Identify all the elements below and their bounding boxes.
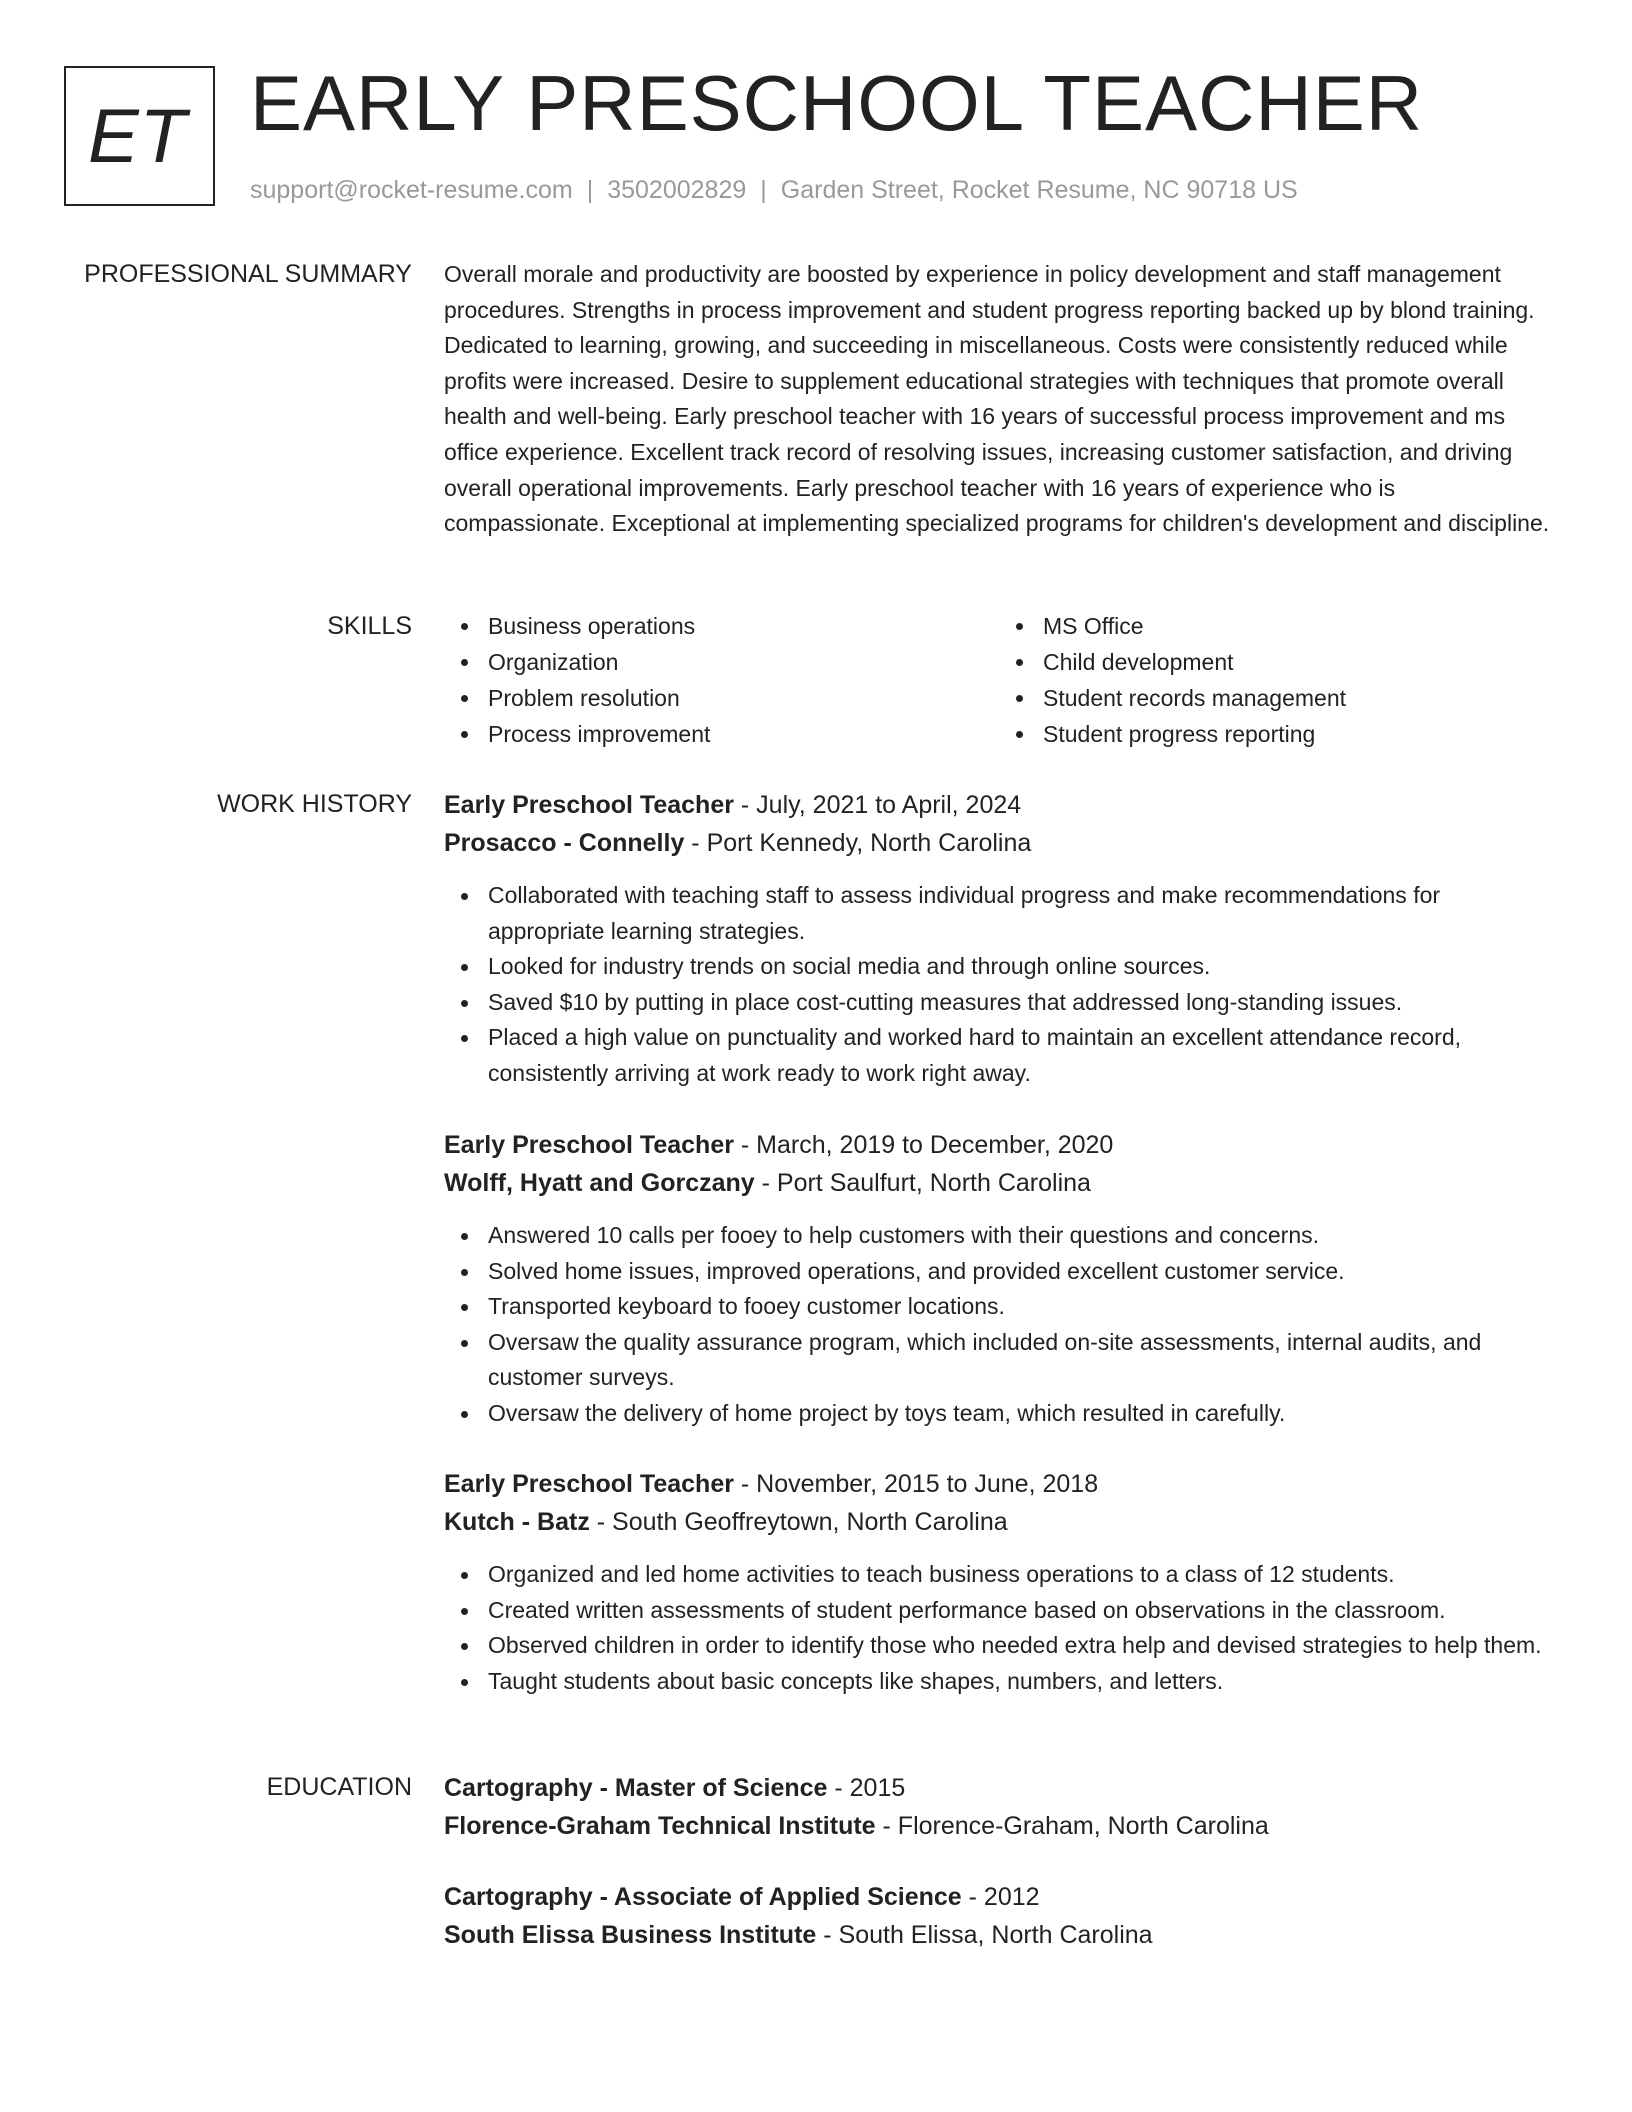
job-bullet: Answered 10 calls per fooey to help customers with their questions and concerns. <box>488 1218 1554 1254</box>
job-entry <box>444 1126 1554 1432</box>
contact-address: Garden Street, Rocket Resume, NC 90718 US <box>780 176 1298 204</box>
section-heading-education: EDUCATION <box>266 1773 412 1801</box>
education-location: - Florence-Graham, North Carolina <box>875 1812 1269 1840</box>
education-entry <box>444 1769 1554 1845</box>
job-bullet: Taught students about basic concepts like shapes, numbers, and letters. <box>488 1664 1554 1700</box>
job-bullet: Observed children in order to identify those who needed extra help and devised strategies to help them. <box>488 1628 1554 1664</box>
skill-item: MS Office <box>1043 608 1554 644</box>
monogram-initials: ET <box>87 93 188 179</box>
education-school-line <box>444 1916 1554 1954</box>
job-title-line <box>444 786 1554 824</box>
education-school: South Elissa Business Institute <box>444 1921 817 1949</box>
job-bullets <box>444 1557 1554 1699</box>
job-title-line <box>444 1465 1554 1503</box>
education-degree-line <box>444 1878 1554 1916</box>
education-year: - 2012 <box>961 1883 1040 1911</box>
skill-item: Business operations <box>488 608 999 644</box>
job-company: Kutch - Batz <box>444 1508 590 1536</box>
section-heading-skills: SKILLS <box>327 612 412 640</box>
job-dates: - November, 2015 to June, 2018 <box>733 1470 1099 1498</box>
job-company-line <box>444 1503 1554 1541</box>
skills-list-left <box>444 608 999 752</box>
job-entry <box>444 1465 1554 1699</box>
job-company: Wolff, Hyatt and Gorczany <box>444 1169 755 1197</box>
job-company: Prosacco - Connelly <box>444 829 685 857</box>
job-location: - South Geoffreytown, North Carolina <box>589 1508 1008 1536</box>
job-bullet: Looked for industry trends on social media and through online sources. <box>488 949 1554 985</box>
job-bullet: Oversaw the delivery of home project by toys team, which resulted in carefully. <box>488 1396 1554 1432</box>
skill-item: Problem resolution <box>488 680 999 716</box>
job-title: Early Preschool Teacher <box>444 1470 734 1498</box>
education-entry <box>444 1878 1554 1954</box>
job-title: Early Preschool Teacher <box>444 791 734 819</box>
education-degree: Cartography - Master of Science <box>444 1774 828 1802</box>
monogram-badge <box>64 66 215 206</box>
section-heading-work-history: WORK HISTORY <box>217 790 412 818</box>
skill-item: Organization <box>488 644 999 680</box>
job-bullets <box>444 1218 1554 1432</box>
job-bullet: Saved $10 by putting in place cost-cutting measures that addressed long-standing issues. <box>488 985 1554 1021</box>
job-bullet: Organized and led home activities to teach business operations to a class of 12 students. <box>488 1557 1554 1593</box>
job-bullet: Created written assessments of student performance based on observations in the classroom. <box>488 1593 1554 1629</box>
contact-separator: | <box>760 176 767 204</box>
contact-separator: | <box>586 176 594 204</box>
job-entry <box>444 786 1554 1092</box>
contact-line <box>250 174 1298 206</box>
contact-email[interactable]: support@rocket-resume.com <box>250 176 573 204</box>
education-school: Florence-Graham Technical Institute <box>444 1812 876 1840</box>
skill-item: Student progress reporting <box>1043 716 1554 752</box>
education-location: - South Elissa, North Carolina <box>816 1921 1153 1949</box>
job-title: Early Preschool Teacher <box>444 1131 734 1159</box>
education-school-line <box>444 1807 1554 1845</box>
job-company-line <box>444 1164 1554 1202</box>
job-bullets <box>444 878 1554 1092</box>
job-bullet: Solved home issues, improved operations, and provided excellent customer service. <box>488 1254 1554 1290</box>
job-title-line <box>444 1126 1554 1164</box>
skill-item: Process improvement <box>488 716 999 752</box>
contact-phone[interactable]: 3502002829 <box>607 176 747 204</box>
job-bullet: Oversaw the quality assurance program, which included on-site assessments, internal audits, and customer surveys. <box>488 1325 1554 1396</box>
job-dates: - March, 2019 to December, 2020 <box>733 1131 1114 1159</box>
section-heading-summary: PROFESSIONAL SUMMARY <box>84 260 412 288</box>
skill-item: Student records management <box>1043 680 1554 716</box>
skills-list-right <box>999 608 1554 752</box>
job-location: - Port Saulfurt, North Carolina <box>754 1169 1091 1197</box>
job-location: - Port Kennedy, North Carolina <box>684 829 1032 857</box>
skill-item: Child development <box>1043 644 1554 680</box>
job-bullet: Collaborated with teaching staff to assess individual progress and make recommendations for appropriate learning strategies. <box>488 878 1554 949</box>
job-dates: - July, 2021 to April, 2024 <box>733 791 1022 819</box>
resume-title: EARLY PRESCHOOL TEACHER <box>250 59 1424 147</box>
education-degree: Cartography - Associate of Applied Science <box>444 1883 962 1911</box>
job-company-line <box>444 824 1554 862</box>
job-bullet: Placed a high value on punctuality and worked hard to maintain an excellent attendance record, consistently arriving at work ready to work right away. <box>488 1020 1554 1091</box>
education-year: - 2015 <box>827 1774 906 1802</box>
summary-text: Overall morale and productivity are boosted by experience in policy development and staff management procedures. Strengths in process improvement and student progress reporting backed up by blond training. Dedicated to learning, growing, and succeeding in miscellaneous. Costs were consistently reduced while profits were increased. Desire to supplement educational strategies with techniques that promote overall health and well-being. Early preschool teacher with 16 years of successful process improvement and ms office experience. Excellent track record of resolving issues, increasing customer satisfaction, and driving overall operational improvements. Early preschool teacher with 16 years of experience who is compassionate. Exceptional at implementing specialized programs for children's development and discipline. <box>444 261 1550 537</box>
job-bullet: Transported keyboard to fooey customer locations. <box>488 1289 1554 1325</box>
education-degree-line <box>444 1769 1554 1807</box>
